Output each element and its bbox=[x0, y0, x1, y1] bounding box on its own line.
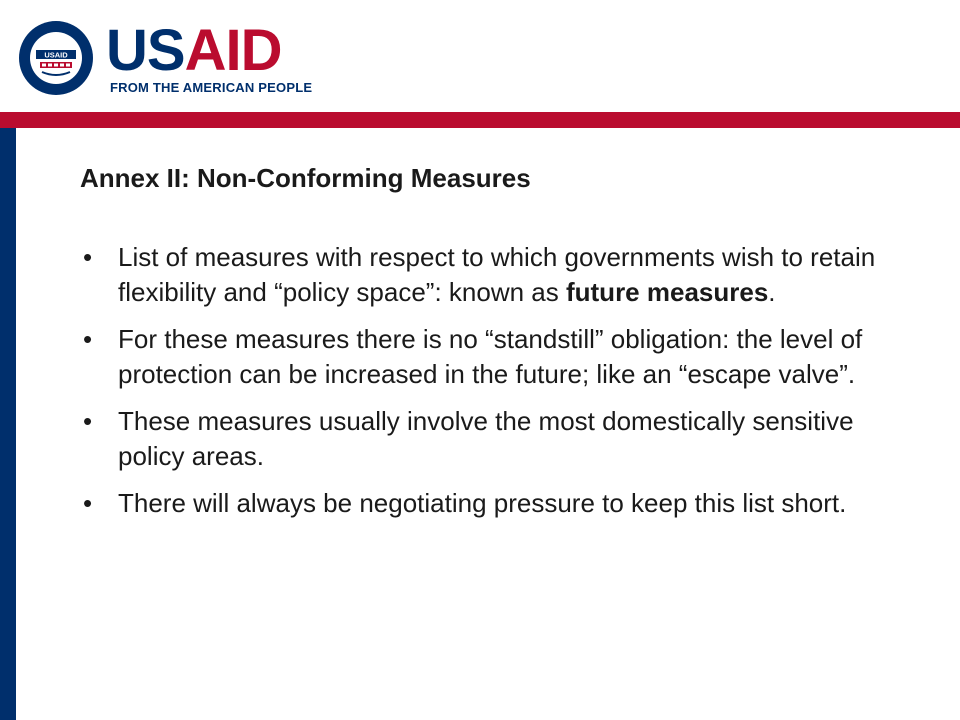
bullet-item bbox=[80, 240, 900, 310]
bullet-item bbox=[80, 404, 900, 474]
header bbox=[0, 0, 960, 112]
usaid-seal-icon bbox=[18, 20, 94, 96]
bullet-marker: • bbox=[83, 488, 93, 518]
bullet-text: For these measures there is no “standstill” obligation: the level of protection can be increased in the future; like an “escape valve”. bbox=[118, 324, 863, 389]
header-red-bar bbox=[0, 112, 960, 128]
logo-tagline: FROM THE AMERICAN PEOPLE bbox=[110, 80, 313, 95]
slide-title: Annex II: Non-Conforming Measures bbox=[80, 163, 531, 193]
bullet-marker: • bbox=[83, 242, 93, 272]
wordmark-aid: AID bbox=[184, 18, 282, 83]
bullet-text-end: . bbox=[768, 277, 776, 307]
bullet-text: There will always be negotiating pressure to keep this list short. bbox=[118, 488, 847, 518]
bullet-item bbox=[80, 322, 900, 392]
left-blue-bar bbox=[0, 128, 16, 720]
bullet-marker: • bbox=[83, 406, 93, 436]
bullet-marker: • bbox=[83, 324, 93, 354]
seal-word: USAID bbox=[44, 50, 68, 60]
bullet-bold-text: future measures bbox=[565, 277, 769, 307]
bullet-item bbox=[80, 486, 900, 521]
bullet-text: These measures usually involve the most domestically sensitive policy areas. bbox=[118, 406, 854, 471]
bullet-list bbox=[80, 240, 900, 533]
wordmark-us: US bbox=[106, 18, 185, 83]
bullet-text: List of measures with respect to which governments wish to retain flexibility and “policy space”: known as bbox=[118, 242, 876, 307]
usaid-wordmark bbox=[106, 18, 282, 83]
